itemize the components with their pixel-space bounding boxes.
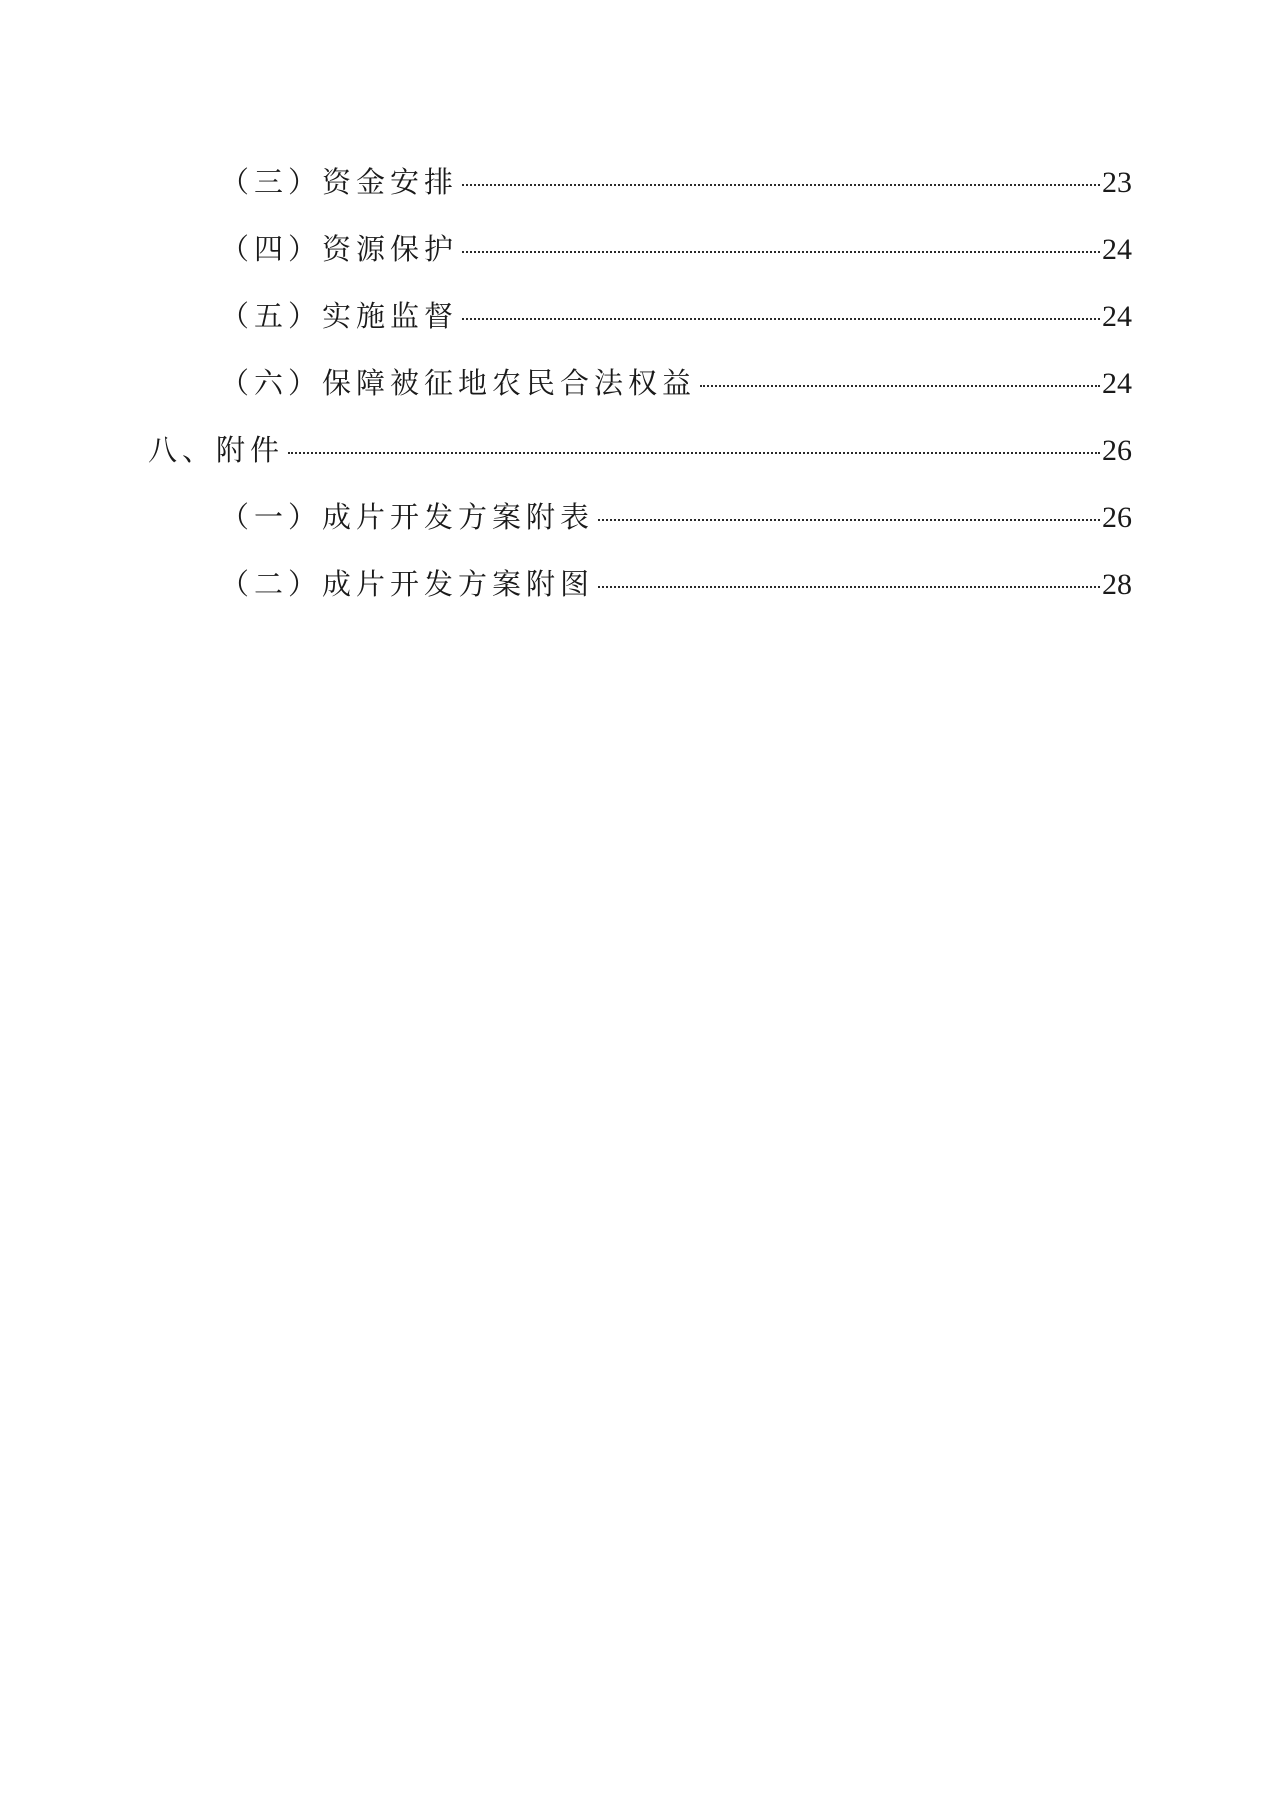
- toc-entry-appendix-maps[interactable]: [220, 564, 1132, 604]
- toc-page-number: 24: [1102, 367, 1132, 400]
- toc-entry-funding-arrangement[interactable]: [220, 162, 1132, 202]
- toc-entry-appendix[interactable]: [148, 430, 1132, 470]
- toc-dot-leader: [598, 586, 1100, 588]
- toc-entry-resource-protection[interactable]: [220, 229, 1132, 269]
- toc-entry-farmer-rights[interactable]: [220, 363, 1132, 403]
- toc-entry-label: 八、附件: [148, 433, 285, 467]
- toc-entry-label: （三）资金安排: [220, 165, 459, 199]
- toc-dot-leader: [462, 318, 1100, 320]
- toc-dot-leader: [700, 385, 1100, 387]
- toc-page-number: 23: [1102, 166, 1132, 199]
- toc-dot-leader: [598, 519, 1100, 521]
- toc-page-number: 28: [1102, 568, 1132, 601]
- toc-entry-label: （六）保障被征地农民合法权益: [220, 366, 697, 400]
- toc-dot-leader: [462, 184, 1100, 186]
- toc-page-number: 26: [1102, 501, 1132, 534]
- toc-entry-label: （四）资源保护: [220, 232, 459, 266]
- toc-dot-leader: [288, 452, 1100, 454]
- toc-page-number: 26: [1102, 434, 1132, 467]
- toc-entry-label: （一）成片开发方案附表: [220, 500, 595, 534]
- toc-page-number: 24: [1102, 300, 1132, 333]
- toc-entry-implementation-supervision[interactable]: [220, 296, 1132, 336]
- toc-entry-appendix-tables[interactable]: [220, 497, 1132, 537]
- toc-entry-label: （二）成片开发方案附图: [220, 567, 595, 601]
- toc-entry-label: （五）实施监督: [220, 299, 459, 333]
- toc-dot-leader: [462, 251, 1100, 253]
- toc-page-number: 24: [1102, 233, 1132, 266]
